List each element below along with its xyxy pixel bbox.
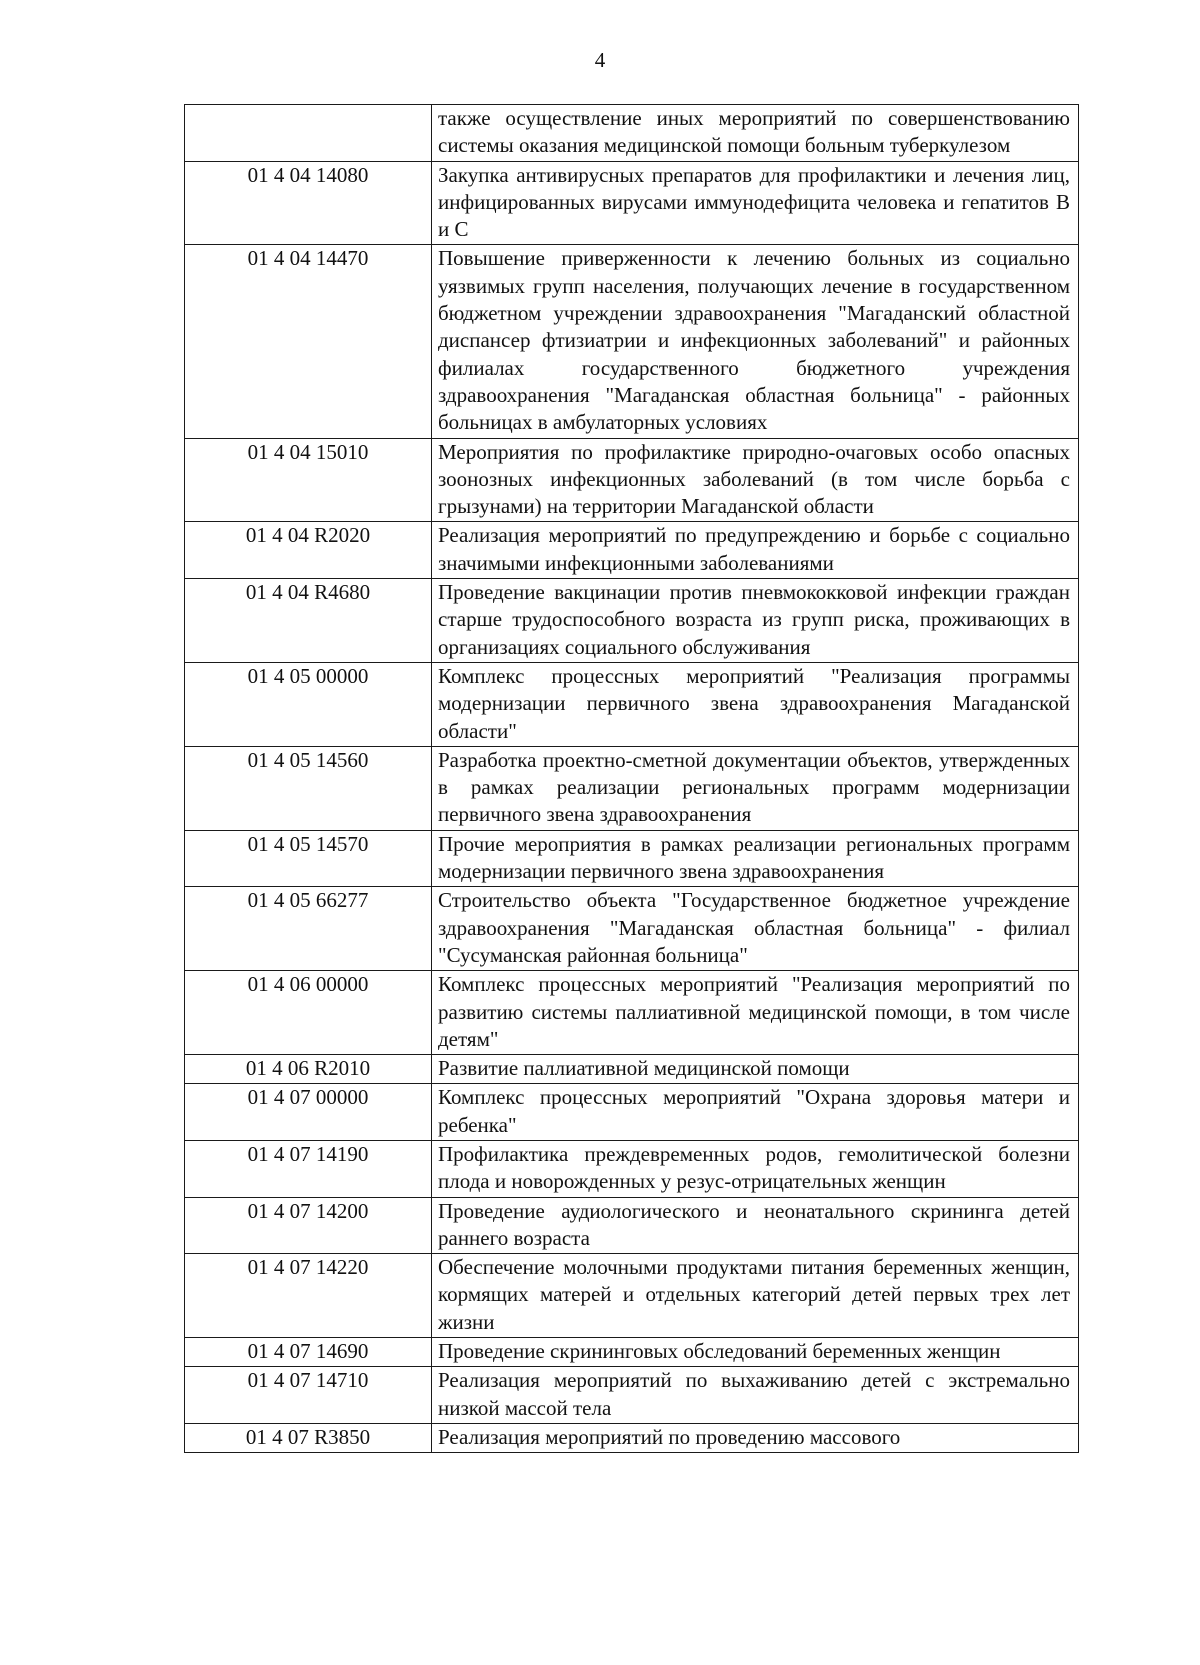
description-cell: Прочие мероприятия в рамках реализации региональных программ модернизации первичного звена здравоохранения (432, 830, 1079, 887)
code-cell: 01 4 07 R3850 (185, 1423, 432, 1452)
table-row (185, 161, 1079, 245)
description-cell: Мероприятия по профилактике природно-очаговых особо опасных зоонозных инфекционных заболеваний (в том числе борьба с грызунами) на территории Магаданской области (432, 438, 1079, 522)
code-cell: 01 4 04 R4680 (185, 579, 432, 663)
budget-classification-table (184, 104, 1079, 1453)
table-row (185, 1367, 1079, 1424)
description-cell: Закупка антивирусных препаратов для профилактики и лечения лиц, инфицированных вирусами иммунодефицита человека и гепатитов В и С (432, 161, 1079, 245)
table-row (185, 1338, 1079, 1367)
description-cell: Реализация мероприятий по выхаживанию детей с экстремально низкой массой тела (432, 1367, 1079, 1424)
code-cell: 01 4 05 00000 (185, 662, 432, 746)
description-cell: Реализация мероприятий по проведению массового (432, 1423, 1079, 1452)
description-cell: Обеспечение молочными продуктами питания беременных женщин, кормящих матерей и отдельных категорий детей первых трех лет жизни (432, 1254, 1079, 1338)
table-row (185, 887, 1079, 971)
description-cell: Профилактика преждевременных родов, гемолитической болезни плода и новорожденных у резус-отрицательных женщин (432, 1140, 1079, 1197)
description-cell: Комплекс процессных мероприятий "Реализация программы модернизации первичного звена здравоохранения Магаданской области" (432, 662, 1079, 746)
code-cell: 01 4 06 00000 (185, 971, 432, 1055)
table-row (185, 1140, 1079, 1197)
code-cell (185, 105, 432, 162)
description-cell: Проведение аудиологического и неонатального скрининга детей раннего возраста (432, 1197, 1079, 1254)
table-row (185, 1197, 1079, 1254)
description-cell: Строительство объекта "Государственное бюджетное учреждение здравоохранения "Магаданская областная больница" - филиал "Сусуманская районная больница" (432, 887, 1079, 971)
code-cell: 01 4 07 14690 (185, 1338, 432, 1367)
table-row (185, 1254, 1079, 1338)
table-row (185, 662, 1079, 746)
description-cell: также осуществление иных мероприятий по совершенствованию системы оказания медицинской помощи больным туберкулезом (432, 105, 1079, 162)
table-row (185, 522, 1079, 579)
code-cell: 01 4 07 14190 (185, 1140, 432, 1197)
code-cell: 01 4 06 R2010 (185, 1055, 432, 1084)
code-cell: 01 4 07 00000 (185, 1084, 432, 1141)
code-cell: 01 4 07 14200 (185, 1197, 432, 1254)
code-cell: 01 4 04 14470 (185, 245, 432, 438)
table-row (185, 1423, 1079, 1452)
code-cell: 01 4 07 14710 (185, 1367, 432, 1424)
table-row (185, 105, 1079, 162)
page-number: 4 (594, 48, 606, 72)
table-row (185, 1055, 1079, 1084)
table-row (185, 245, 1079, 438)
code-cell: 01 4 05 14560 (185, 746, 432, 830)
table-row (185, 971, 1079, 1055)
table-row (185, 579, 1079, 663)
description-cell: Комплекс процессных мероприятий "Реализация мероприятий по развитию системы паллиативной медицинской помощи, в том числе детям" (432, 971, 1079, 1055)
code-cell: 01 4 07 14220 (185, 1254, 432, 1338)
description-cell: Проведение вакцинации против пневмококковой инфекции граждан старше трудоспособного возраста из групп риска, проживающих в организациях социального обслуживания (432, 579, 1079, 663)
description-cell: Повышение приверженности к лечению больных из социально уязвимых групп населения, получающих лечение в государственном бюджетном учреждении здравоохранения "Магаданский областной диспансер фтизиатрии и инфекционных заболеваний" и районных филиалах государственного бюджетного учреждения здравоохранения "Магаданская областная больница" - районных больницах в амбулаторных условиях (432, 245, 1079, 438)
description-cell: Реализация мероприятий по предупреждению и борьбе с социально значимыми инфекционными заболеваниями (432, 522, 1079, 579)
table-row (185, 830, 1079, 887)
table-row (185, 438, 1079, 522)
description-cell: Разработка проектно-сметной документации объектов, утвержденных в рамках реализации региональных программ модернизации первичного звена здравоохранения (432, 746, 1079, 830)
code-cell: 01 4 05 66277 (185, 887, 432, 971)
code-cell: 01 4 05 14570 (185, 830, 432, 887)
code-cell: 01 4 04 14080 (185, 161, 432, 245)
description-cell: Развитие паллиативной медицинской помощи (432, 1055, 1079, 1084)
description-cell: Проведение скрининговых обследований беременных женщин (432, 1338, 1079, 1367)
code-cell: 01 4 04 R2020 (185, 522, 432, 579)
description-cell: Комплекс процессных мероприятий "Охрана здоровья матери и ребенка" (432, 1084, 1079, 1141)
code-cell: 01 4 04 15010 (185, 438, 432, 522)
table-row (185, 1084, 1079, 1141)
table-row (185, 746, 1079, 830)
table-body (185, 105, 1079, 1453)
